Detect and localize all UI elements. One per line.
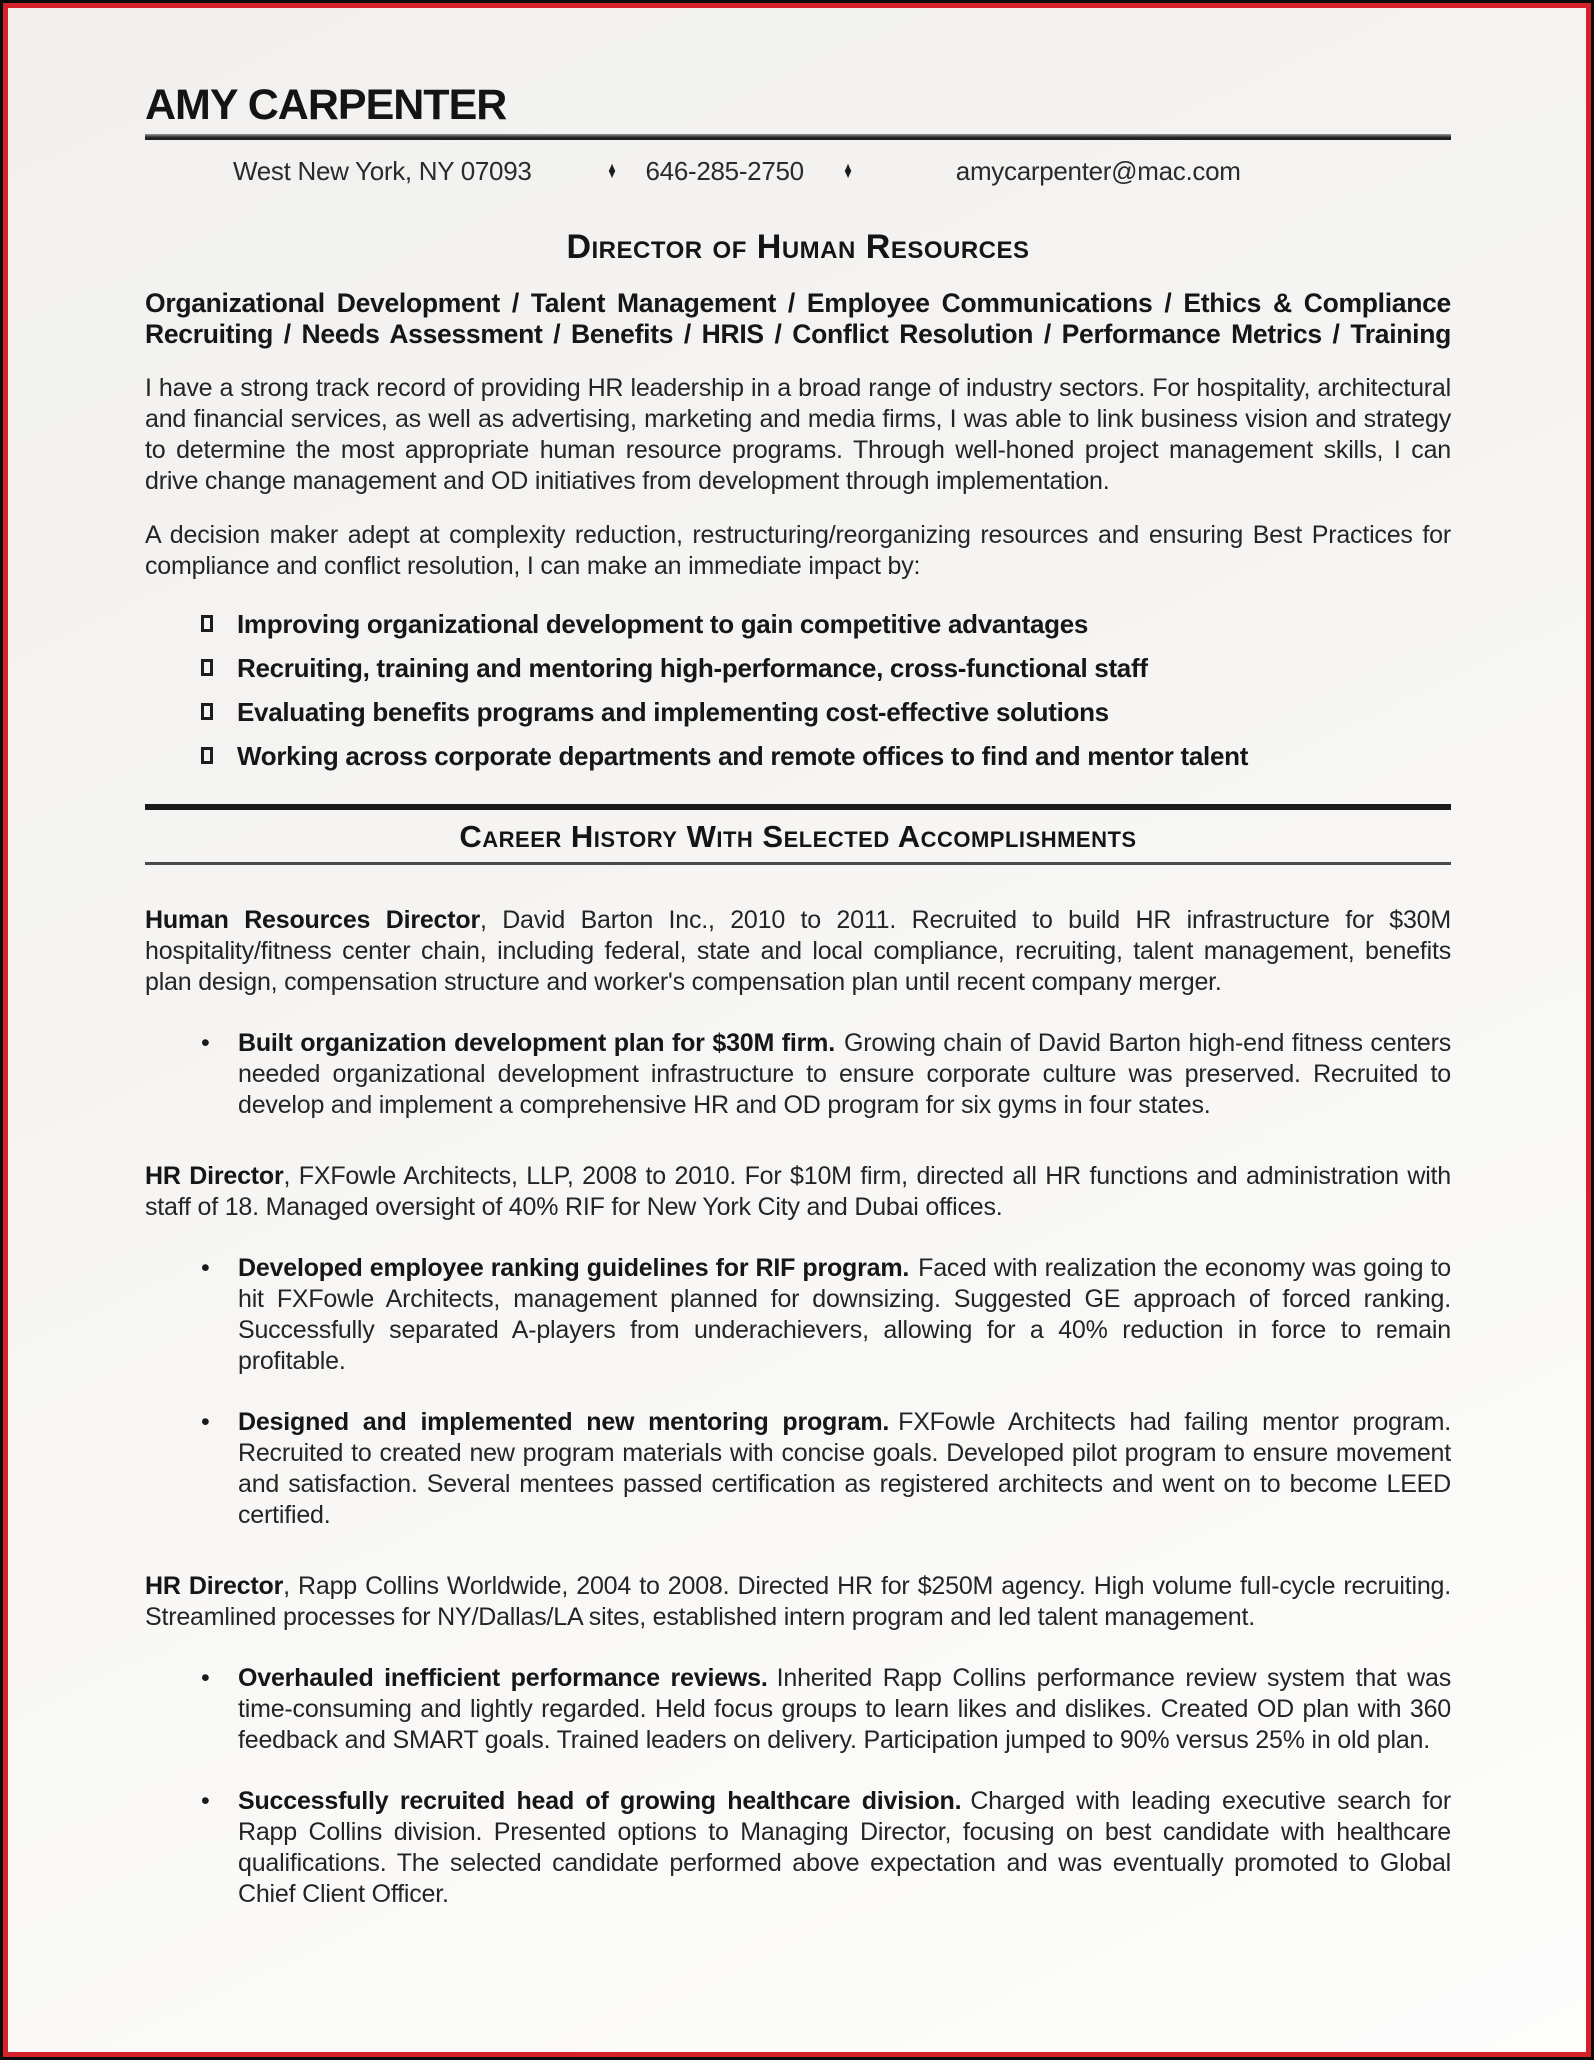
achievement-text <box>238 1028 1451 1121</box>
checkbox-icon <box>201 747 213 764</box>
achievement-text <box>238 1786 1451 1910</box>
bullet-dot-icon: • <box>201 1253 210 1282</box>
checkbox-icon <box>201 703 213 720</box>
skills-line-2: Recruiting / Needs Assessment / Benefits / HRIS / Conflict Resolution / Performance Metrics / Training <box>145 318 1451 349</box>
checkbox-icon <box>201 615 213 632</box>
impact-bullet-label: Working across corporate departments and remote offices to find and mentor talent <box>237 740 1249 771</box>
job-entry <box>145 1161 1451 1223</box>
diamond-icon: ♦ <box>844 157 852 185</box>
resume-content <box>8 8 1586 1910</box>
contact-location: West New York, NY 07093 <box>233 156 532 186</box>
summary-paragraph-2: A decision maker adept at complexity reduction, restructuring/reorganizing resources and ensuring Best Practices for compliance and conflict resolution, I can make an immediate impact by: <box>145 520 1451 580</box>
impact-bullet-label: Evaluating benefits programs and implementing cost-effective solutions <box>237 696 1109 727</box>
job-description: , FXFowle Architects, LLP, 2008 to 2010. For $10M firm, directed all HR functions and administration with staff of 18. Managed oversight of 40% RIF for New York City and Dubai offices. <box>145 1161 1451 1221</box>
achievement-detail: Growing chain of David Barton high-end fitness centers needed organizational development infrastructure to ensure corporate culture was preserved. Recruited to develop and implement a comprehensive HR and OD program for six gyms in four states. <box>238 1028 1452 1119</box>
impact-bullet-list <box>201 609 1451 772</box>
bullet-dot-icon: • <box>201 1028 210 1057</box>
job-title: HR Director <box>145 1571 284 1600</box>
achievement-text <box>238 1407 1451 1531</box>
achievement-bullet <box>201 1253 1451 1377</box>
achievement-detail: Faced with realization the economy was going to hit FXFowle Architects, management planned for downsizing. Suggested GE approach of forced ranking. Successfully separated A-players from underachievers, allowing for a 40% reduction in force to remain profitable. <box>238 1253 1451 1375</box>
achievement-bullet <box>201 1028 1451 1121</box>
contact-row <box>145 157 1451 186</box>
achievement-text <box>238 1663 1451 1756</box>
achievement-bullet <box>201 1663 1451 1756</box>
job-entry <box>145 905 1451 998</box>
job-title: Human Resources Director <box>145 905 480 934</box>
achievement-lead: Designed and implemented new mentoring program. <box>238 1407 890 1436</box>
checkbox-icon <box>201 659 213 676</box>
contact-phone: 646-285-2750 <box>645 156 804 186</box>
achievement-lead: Developed employee ranking guidelines for RIF program. <box>238 1253 910 1282</box>
bullet-dot-icon: • <box>201 1663 210 1692</box>
job-entry <box>145 1571 1451 1633</box>
document-title: Director of Human Resources <box>566 227 1030 266</box>
achievement-detail: Charged with leading executive search for Rapp Collins division. Presented options to Managing Director, focusing on best candidate with healthcare qualifications. The selected candidate performed above expectation and was eventually promoted to Global Chief Client Officer. <box>238 1786 1451 1908</box>
job-description: , David Barton Inc., 2010 to 2011. Recruited to build HR infrastructure for $30M hospitality/fitness center chain, including federal, state and local compliance, recruiting, talent management, benefits plan design, compensation structure and worker's compensation plan until recent company merger. <box>145 905 1451 996</box>
achievement-lead: Built organization development plan for $30M firm. <box>238 1028 835 1057</box>
resume-page <box>8 8 1586 2052</box>
skills-line-1: Organizational Development / Talent Management / Employee Communications / Ethics & Compliance <box>145 287 1451 318</box>
impact-bullet <box>201 697 1451 728</box>
impact-bullet <box>201 609 1451 640</box>
achievement-bullet <box>201 1407 1451 1531</box>
impact-bullet-label: Recruiting, training and mentoring high-performance, cross-functional staff <box>237 652 1148 683</box>
impact-bullet <box>201 653 1451 684</box>
impact-bullet-label: Improving organizational development to gain competitive advantages <box>237 608 1089 639</box>
skills-summary <box>145 288 1451 350</box>
section-heading-career-history: Career History With Selected Accomplishments <box>145 804 1451 865</box>
candidate-name: AMY CARPENTER <box>145 81 507 129</box>
bullet-dot-icon: • <box>201 1786 210 1815</box>
header-rule <box>145 134 1451 140</box>
achievement-bullet <box>201 1786 1451 1910</box>
summary-paragraph-1: I have a strong track record of providing HR leadership in a broad range of industry sectors. For hospitality, architectural and financial services, as well as advertising, marketing and media firms, I was able to link business vision and strategy to determine the most appropriate human resource programs. Through well-honed project management skills, I can drive change management and OD initiatives from development through implementation. <box>145 373 1451 495</box>
job-title: HR Director <box>145 1161 284 1190</box>
achievement-detail: Inherited Rapp Collins performance review system that was time-consuming and lightly regarded. Held focus groups to learn likes and dislikes. Created OD plan with 360 feedback and SMART goals. Trained leaders on delivery. Participation jumped to 90% versus 25% in old plan. <box>238 1663 1452 1754</box>
achievement-lead: Successfully recruited head of growing healthcare division. <box>238 1786 962 1815</box>
contact-email: amycarpenter@mac.com <box>955 156 1241 186</box>
job-description: , Rapp Collins Worldwide, 2004 to 2008. Directed HR for $250M agency. High volume full-cycle recruiting. Streamlined processes for NY/Dallas/LA sites, established intern program and led talent management. <box>145 1571 1451 1631</box>
achievement-lead: Overhauled inefficient performance reviews. <box>238 1663 768 1692</box>
achievement-text <box>238 1253 1451 1377</box>
achievement-detail: FXFowle Architects had failing mentor program. Recruited to created new program materials with concise goals. Developed pilot program to ensure movement and satisfaction. Several mentees passed certification as registered architects and went on to become LEED certified. <box>238 1407 1451 1529</box>
red-border <box>3 3 1591 2057</box>
diamond-icon: ♦ <box>607 157 616 185</box>
impact-bullet <box>201 741 1451 772</box>
bullet-dot-icon: • <box>201 1407 210 1436</box>
